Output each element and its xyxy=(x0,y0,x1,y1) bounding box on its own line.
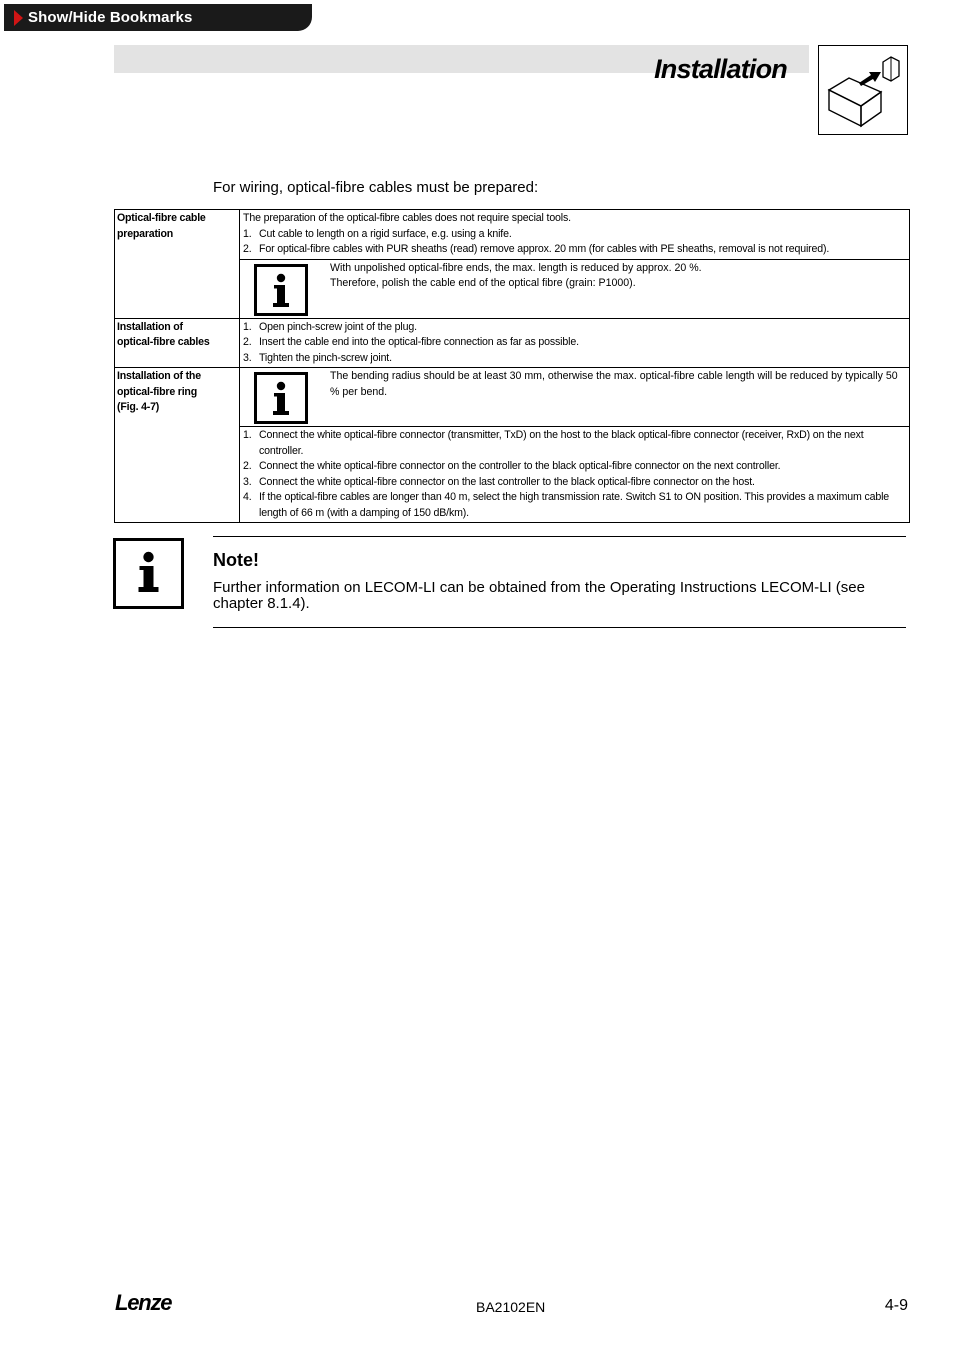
installation-box-icon xyxy=(818,45,908,135)
info-icon xyxy=(113,538,184,609)
list-item: 2. For optical-fibre cables with PUR sheaths (read) remove approx. 20 mm (for cables with PE sheaths, removal is not required). xyxy=(243,243,830,255)
list-item: 4. If the optical-fibre cables are longer than 40 m, select the high transmission rate. Switch S1 to ON position. This provides a maximum cable length of 66 m (with a damping of 150 dB/km). xyxy=(243,491,890,519)
content-cell xyxy=(240,318,910,368)
intro-text: For wiring, optical-fibre cables must be prepared: xyxy=(213,179,539,196)
lenze-logo: Lenze xyxy=(115,1290,172,1315)
info-cell xyxy=(240,368,910,427)
list-item: 1. Connect the white optical-fibre connector (transmitter, TxD) on the host to the black optical-fibre connector (receiver, RxD) on the next controller. xyxy=(243,429,864,457)
row-intro: The preparation of the optical-fibre cables does not require special tools. xyxy=(243,212,571,224)
note-divider-bottom xyxy=(213,627,906,628)
info-line: The bending radius should be at least 30 mm, otherwise the max. optical-fibre cable length will be reduced by typically 50 % per bend. xyxy=(330,370,898,398)
note-body: Further information on LECOM-LI can be obtained from the Operating Instructions LECOM-LI (see chapter 8.1.4). xyxy=(213,579,865,612)
row-label: Installation of optical-fibre cables xyxy=(115,318,240,368)
info-line: With unpolished optical-fibre ends, the max. length is reduced by approx. 20 %. xyxy=(330,261,702,274)
list-item: 2. Insert the cable end into the optical-fibre connection as far as possible. xyxy=(243,336,579,348)
content-cell xyxy=(240,210,910,260)
list-item: 3. Tighten the pinch-screw joint. xyxy=(243,351,392,364)
instructions-table xyxy=(114,209,910,523)
show-hide-bookmarks-button[interactable] xyxy=(4,4,312,31)
table-row xyxy=(115,318,910,368)
row-label: Optical-fibre cable preparation xyxy=(115,210,240,319)
info-line: Therefore, polish the cable end of the optical fibre (grain: P1000). xyxy=(330,277,636,289)
note-heading: Note! xyxy=(213,550,259,570)
info-cell xyxy=(240,259,910,318)
bookmarks-label: Show/Hide Bookmarks xyxy=(28,9,193,26)
page-title: Installation xyxy=(654,54,787,84)
note-divider-top xyxy=(213,536,906,537)
table-row xyxy=(115,368,910,427)
info-icon xyxy=(254,264,308,316)
red-triangle-icon xyxy=(14,10,23,26)
info-icon xyxy=(254,372,308,424)
list-item: 2. Connect the white optical-fibre connector on the controller to the black optical-fibre connector on the next controller. xyxy=(243,460,781,472)
row-label: Installation of the optical-fibre ring (Fig. 4-7) xyxy=(115,368,240,523)
table-row xyxy=(115,210,910,260)
list-item: 1. Open pinch-screw joint of the plug. xyxy=(243,320,417,333)
document-code: BA2102EN xyxy=(476,1299,546,1315)
content-cell xyxy=(240,427,910,523)
list-item: 3. Connect the white optical-fibre connector on the last controller to the black optical-fibre connector on the host. xyxy=(243,475,755,488)
list-item: 1. Cut cable to length on a rigid surface, e.g. using a knife. xyxy=(243,227,512,240)
page-number: 4-9 xyxy=(884,1297,908,1314)
